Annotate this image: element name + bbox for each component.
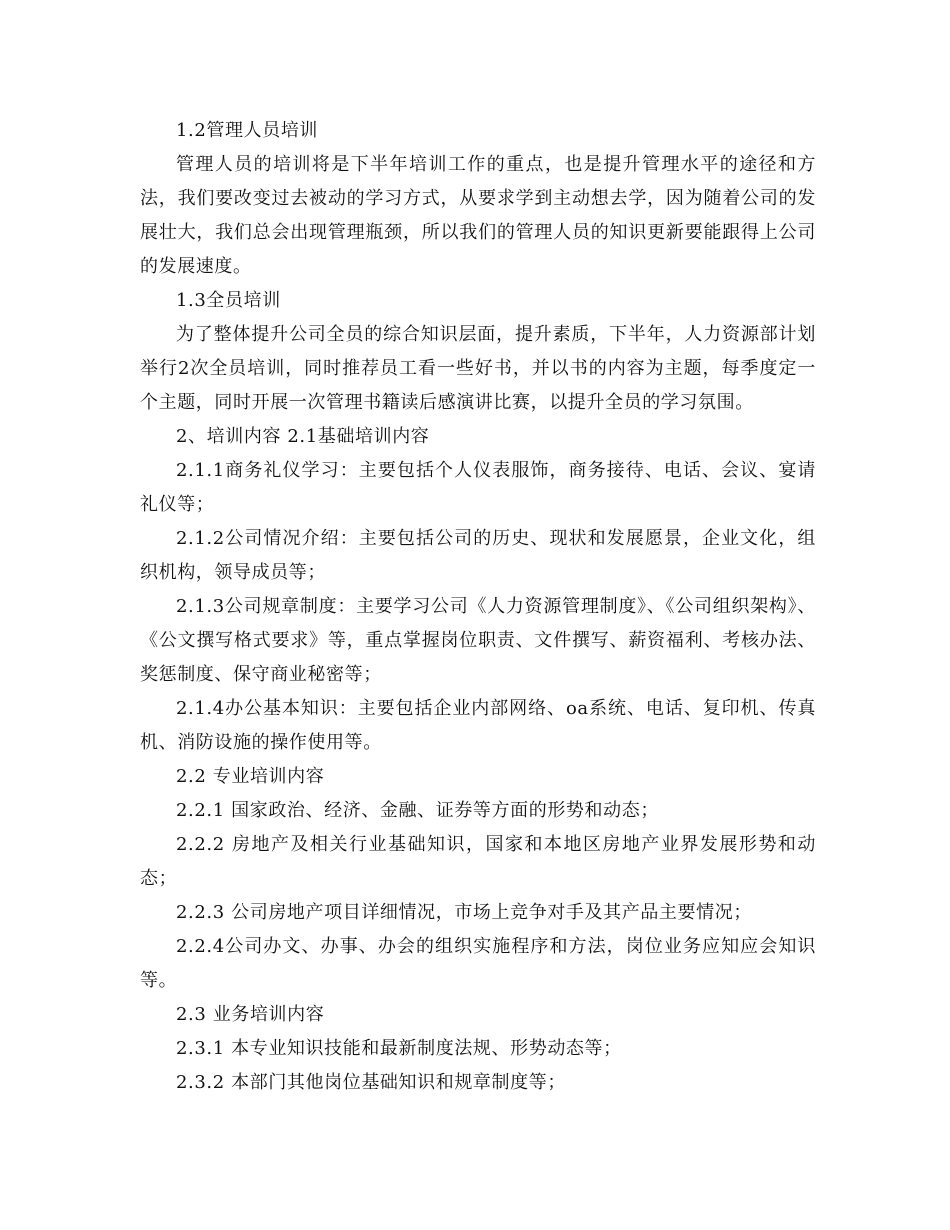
heading-1-2: 1.2管理人员培训 [176,120,319,141]
item-2-1-2: 2.1.2公司情况介绍：主要包括公司的历史、现状和发展愿景，企业文化，组织机构，领导成员等； [140,528,816,583]
item-2-2-3: 2.2.3 公司房地产项目详细情况，市场上竞争对手及其产品主要情况； [176,902,752,923]
item-2-2-4: 2.2.4公司办文、办事、办会的组织实施程序和方法，岗位业务应知应会知识等。 [140,936,816,991]
heading-1-3: 1.3全员培训 [176,290,281,311]
item-2-3-1: 2.3.1 本专业知识技能和最新制度法规、形势动态等； [176,1038,622,1059]
item-2-1-1: 2.1.1商务礼仪学习：主要包括个人仪表服饰，商务接待、电话、会议、宴请礼仪等； [140,460,816,515]
document-body [140,114,816,1100]
heading-2-3: 2.3 业务培训内容 [176,1004,325,1025]
item-2-1-4: 2.1.4办公基本知识：主要包括企业内部网络、oa系统、电话、复印机、传真机、消防设施的操作使用等。 [140,698,816,753]
item-2-2-1: 2.2.1 国家政治、经济、金融、证券等方面的形势和动态； [176,800,659,821]
item-2-3-2: 2.3.2 本部门其他岗位基础知识和规章制度等； [176,1072,566,1093]
paragraph-management-training: 管理人员的培训将是下半年培训工作的重点，也是提升管理水平的途径和方法，我们要改变过去被动的学习方式，从要求学到主动想去学，因为随着公司的发展壮大，我们总会出现管理瓶颈，所以我们的管理人员的知识更新要能跟得上公司的发展速度。 [140,154,816,277]
heading-2-1: 2、培训内容 2.1基础培训内容 [176,426,430,447]
paragraph-all-staff-training: 为了整体提升公司全员的综合知识层面，提升素质，下半年，人力资源部计划举行2次全员培训，同时推荐员工看一些好书，并以书的内容为主题，每季度定一个主题，同时开展一次管理书籍读后感演讲比赛，以提升全员的学习氛围。 [140,324,816,413]
item-2-1-3: 2.1.3公司规章制度：主要学习公司《人力资源管理制度》、《公司组织架构》、《公文撰写格式要求》等，重点掌握岗位职责、文件撰写、薪资福利、考核办法、奖惩制度、保守商业秘密等； [140,596,816,685]
item-2-2-2: 2.2.2 房地产及相关行业基础知识，国家和本地区房地产业界发展形势和动态； [140,834,816,889]
heading-2-2: 2.2 专业培训内容 [176,766,325,787]
